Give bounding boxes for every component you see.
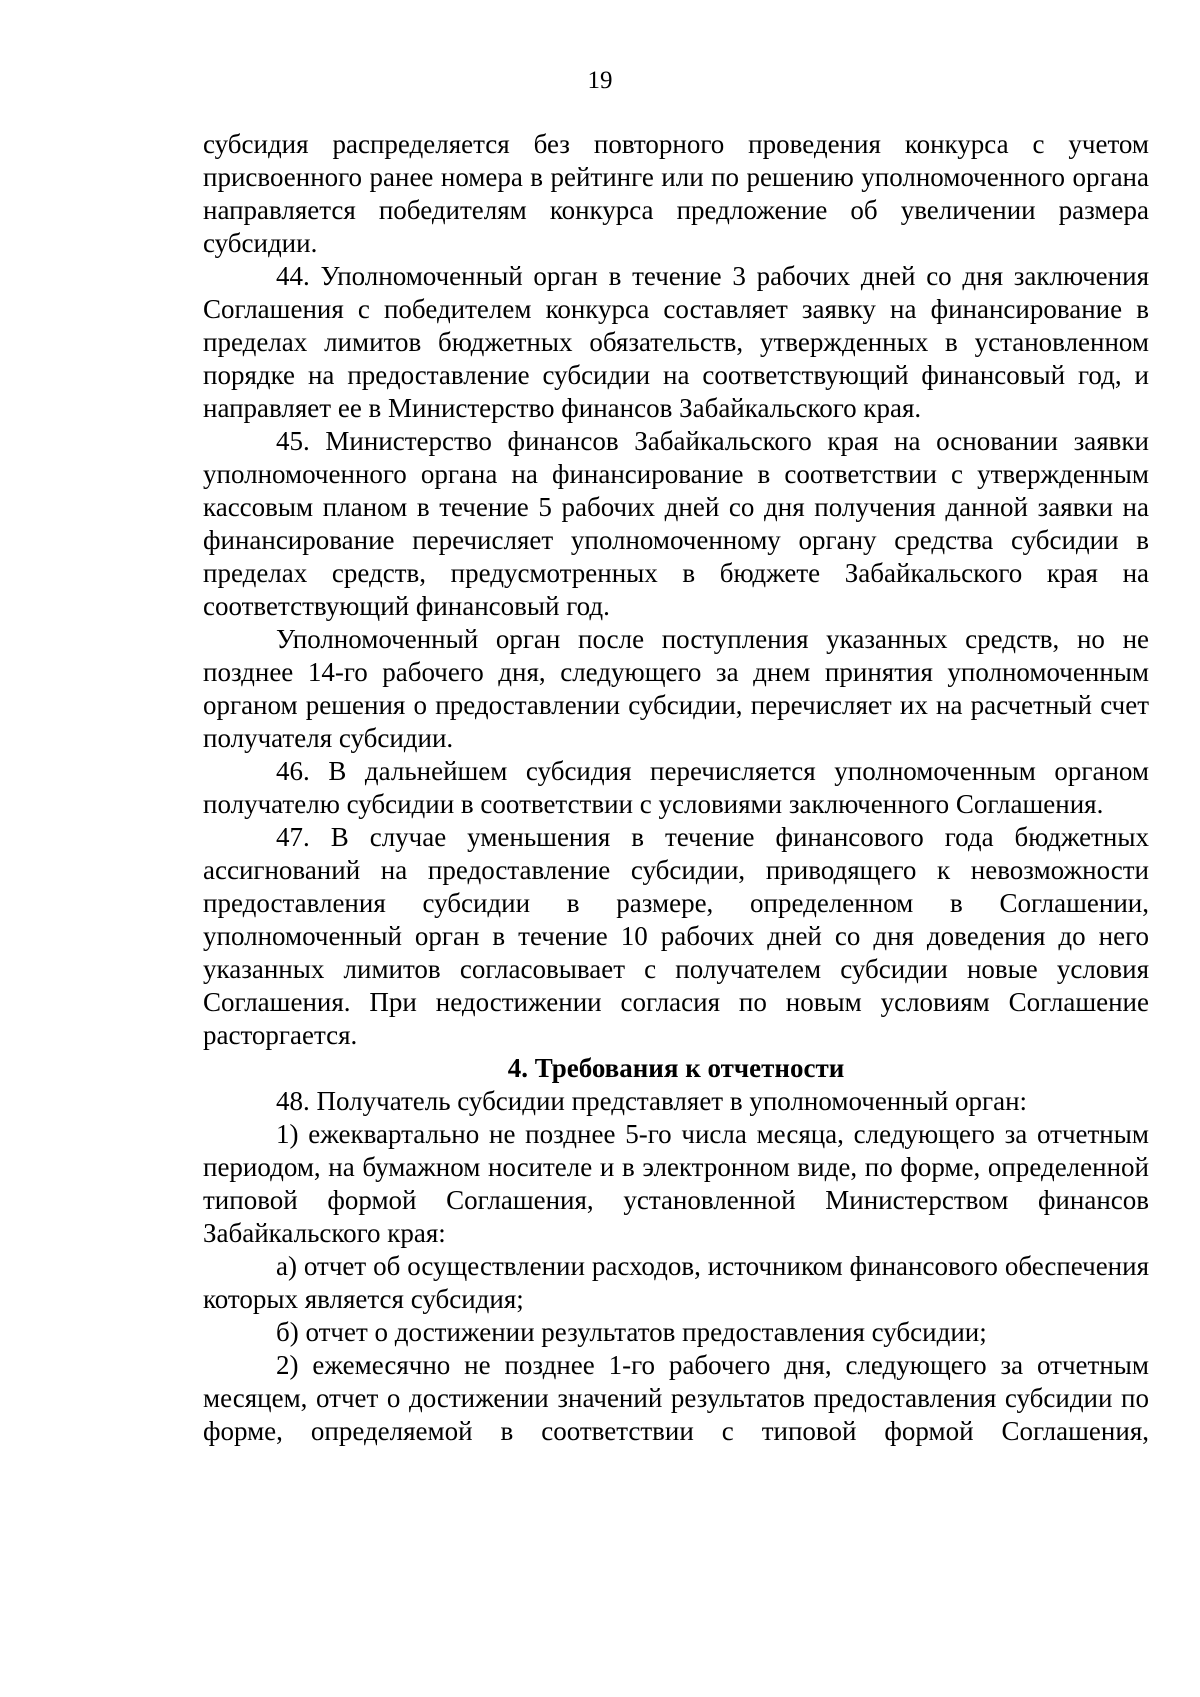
paragraph-48-item-1a: а) отчет об осуществлении расходов, источником финансового обеспечения которых является субсидия; bbox=[203, 1251, 1149, 1314]
document-body bbox=[203, 128, 1149, 1448]
paragraph-47: 47. В случае уменьшения в течение финансового года бюджетных ассигнований на предоставление субсидии, приводящего к невозможности предоставления субсидии в размере, определенном в Соглашении, уполномоченный орган в течение 10 рабочих дней со дня доведения до него указанных лимитов согласовывает с получателем субсидии новые условия Соглашения. При недостижении согласия по новым условиям Соглашение расторгается. bbox=[203, 822, 1149, 1050]
paragraph-45-transfer: Уполномоченный орган после поступления указанных средств, но не позднее 14-го рабочего дня, следующего за днем принятия уполномоченным органом решения о предоставлении субсидии, перечисляет их на расчетный счет получателя субсидии. bbox=[203, 624, 1149, 753]
paragraph-continuation: субсидия распределяется без повторного проведения конкурса с учетом присвоенного ранее номера в рейтинге или по решению уполномоченного органа направляется победителям конкурса предложение об увеличении размера субсидии. bbox=[203, 129, 1149, 258]
section-title: 4. Требования к отчетности bbox=[507, 1053, 845, 1083]
paragraph-46: 46. В дальнейшем субсидия перечисляется уполномоченным органом получателю субсидии в соответствии с условиями заключенного Соглашения. bbox=[203, 756, 1149, 819]
page-number: 19 bbox=[587, 67, 613, 94]
paragraph-48-item-1b: б) отчет о достижении результатов предоставления субсидии; bbox=[276, 1317, 987, 1347]
paragraph-45: 45. Министерство финансов Забайкальского края на основании заявки уполномоченного органа на финансирование в соответствии с утвержденным кассовым планом в течение 5 рабочих дней со дня получения данной заявки на финансирование перечисляет уполномоченному органу средства субсидии в пределах средств, предусмотренных в бюджете Забайкальского края на соответствующий финансовый год. bbox=[203, 426, 1149, 621]
paragraph-48: 48. Получатель субсидии представляет в уполномоченный орган: bbox=[276, 1086, 1028, 1116]
paragraph-44: 44. Уполномоченный орган в течение 3 рабочих дней со дня заключения Соглашения с победителем конкурса составляет заявку на финансирование в пределах лимитов бюджетных обязательств, утвержденных в установленном порядке на предоставление субсидии на соответствующий финансовый год, и направляет ее в Министерство финансов Забайкальского края. bbox=[203, 261, 1149, 423]
paragraph-48-item-2: 2) ежемесячно не позднее 1-го рабочего дня, следующего за отчетным месяцем, отчет о достижении значений результатов предоставления субсидии по форме, определяемой в соответствии с типовой формой Соглашения, bbox=[203, 1350, 1149, 1446]
paragraph-48-item-1: 1) ежеквартально не позднее 5-го числа месяца, следующего за отчетным периодом, на бумажном носителе и в электронном виде, по форме, определенной типовой формой Соглашения, установленной Министерством финансов Забайкальского края: bbox=[203, 1119, 1149, 1248]
